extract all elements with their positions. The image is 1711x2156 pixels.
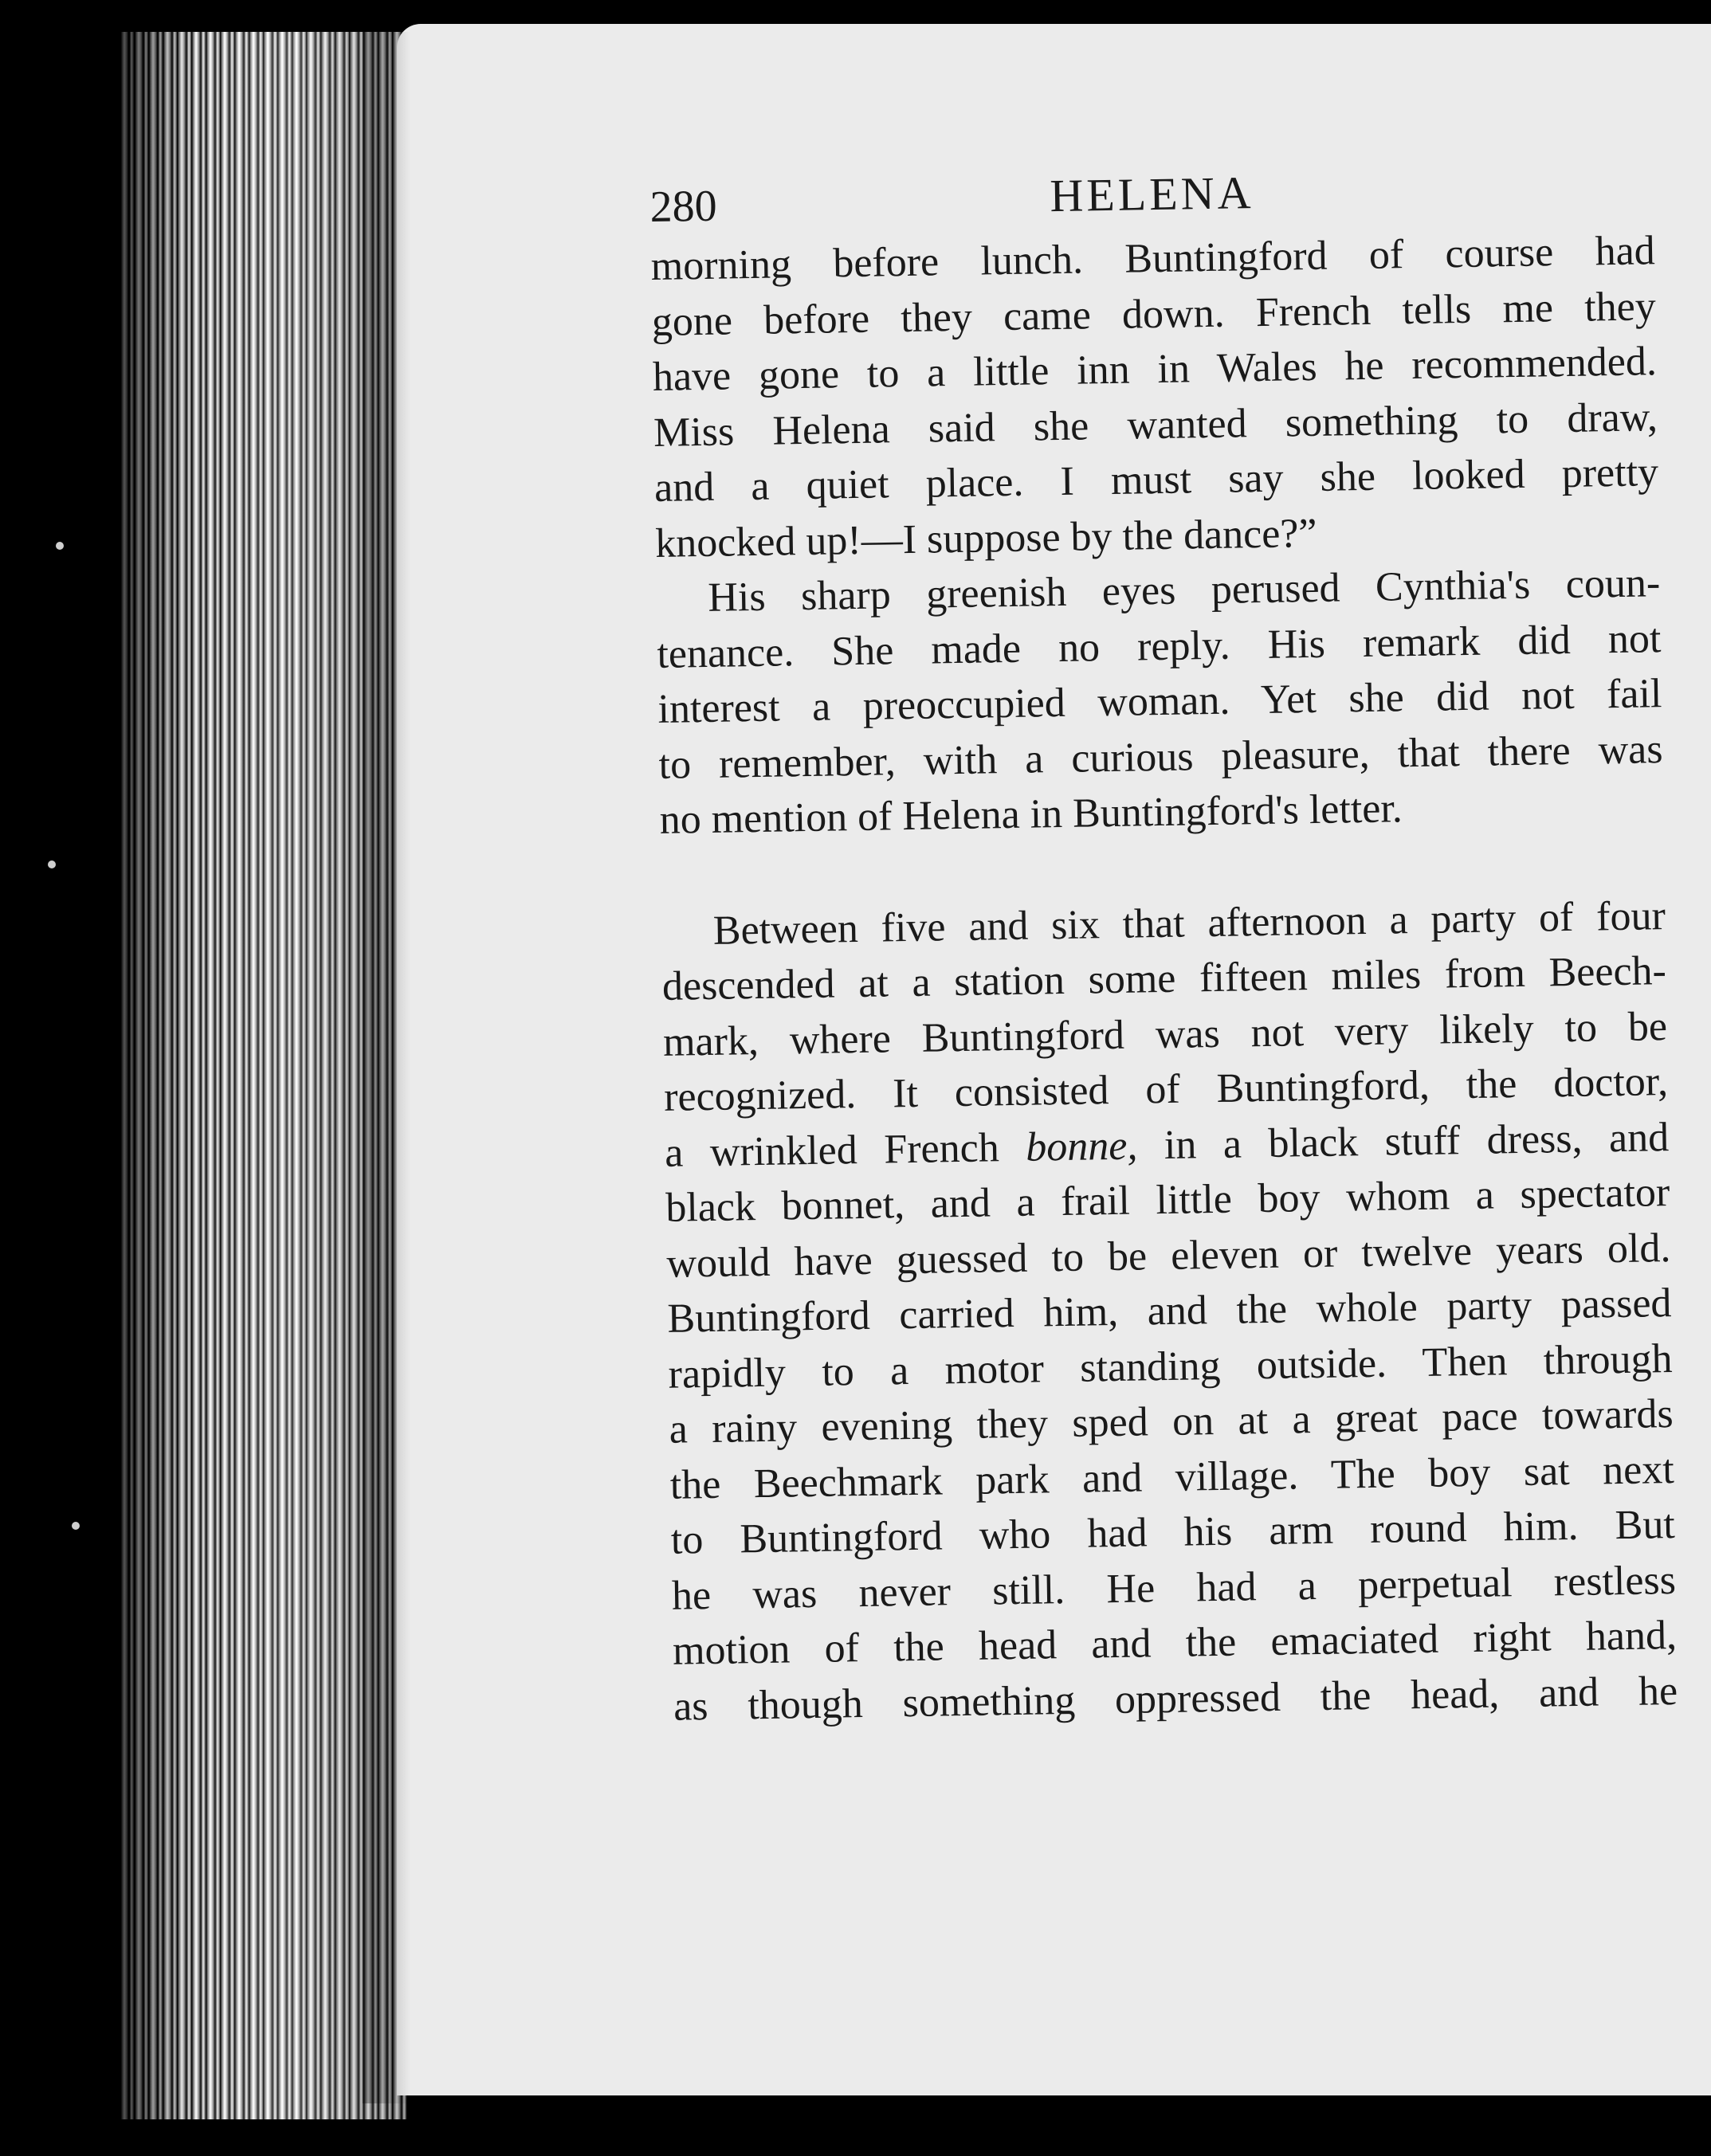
text-line: recognized. It consisted of Buntingford, the doctor,: [663, 1059, 1669, 1120]
text-line: tenance. She made no reply. His remark did not: [656, 615, 1662, 677]
text-segment: a wrinkled French: [664, 1124, 1026, 1176]
text-line: would have guessed to be eleven or twelve years old.: [666, 1225, 1671, 1287]
text-line: the Beechmark park and village. The boy sat next: [669, 1446, 1675, 1508]
text-line: gone before they came down. French tells me they: [651, 283, 1657, 345]
paragraph: [661, 888, 1678, 1735]
text-line: to remember, with a curious pleasure, that there was: [658, 726, 1663, 788]
text-line: knocked up!—I suppose by the dance?”: [654, 510, 1317, 566]
speck: [56, 542, 64, 550]
text-line: as though something oppressed the head, and he: [673, 1668, 1678, 1730]
text-line: Between five and six that afternoon a party of four: [712, 892, 1666, 954]
running-title: HELENA: [1049, 167, 1254, 222]
text-line: Buntingford carried him, and the whole party passed: [667, 1280, 1672, 1342]
text-line: he was never still. He had a perpetual restless: [671, 1557, 1677, 1619]
text-line: interest a preoccupied woman. Yet she did not fail: [657, 671, 1662, 732]
text-line: a rainy evening they sped on at a great pace towards: [669, 1391, 1674, 1452]
italic-word: bonne,: [1025, 1123, 1138, 1170]
page-text: [649, 159, 1678, 1735]
speck: [48, 860, 56, 868]
text-line: and a quiet place. I must say she looked pretty: [653, 449, 1659, 511]
text-line: mark, where Buntingford was not very likely to be: [662, 1003, 1668, 1065]
text-line: morning before lunch. Buntingford of course had: [650, 228, 1656, 289]
paragraph: [656, 555, 1664, 848]
text-line: to Buntingford who had his arm round him. But: [670, 1502, 1676, 1563]
text-line: no mention of Helena in Buntingford's letter.: [659, 786, 1403, 843]
speck: [72, 1522, 80, 1530]
text-line: have gone to a little inn in Wales he recommended.: [652, 339, 1658, 400]
text-line: black bonnet, and a frail little boy whom a spectator: [665, 1170, 1670, 1231]
paragraph: [650, 223, 1659, 571]
page-number: 280: [649, 181, 718, 232]
text-line: Miss Helena said she wanted something to draw,: [653, 394, 1658, 456]
text-line: descended at a station some fifteen miles from Beech-: [661, 948, 1667, 1009]
binding-shadow: [363, 32, 410, 2103]
text-line: motion of the head and the emaciated right hand,: [672, 1612, 1678, 1674]
text-segment: in a black stuff dress, and: [1136, 1114, 1670, 1169]
text-line: His sharp greenish eyes perused Cynthia's coun-: [707, 560, 1661, 621]
text-line: rapidly to a motor standing outside. Then through: [668, 1335, 1673, 1397]
